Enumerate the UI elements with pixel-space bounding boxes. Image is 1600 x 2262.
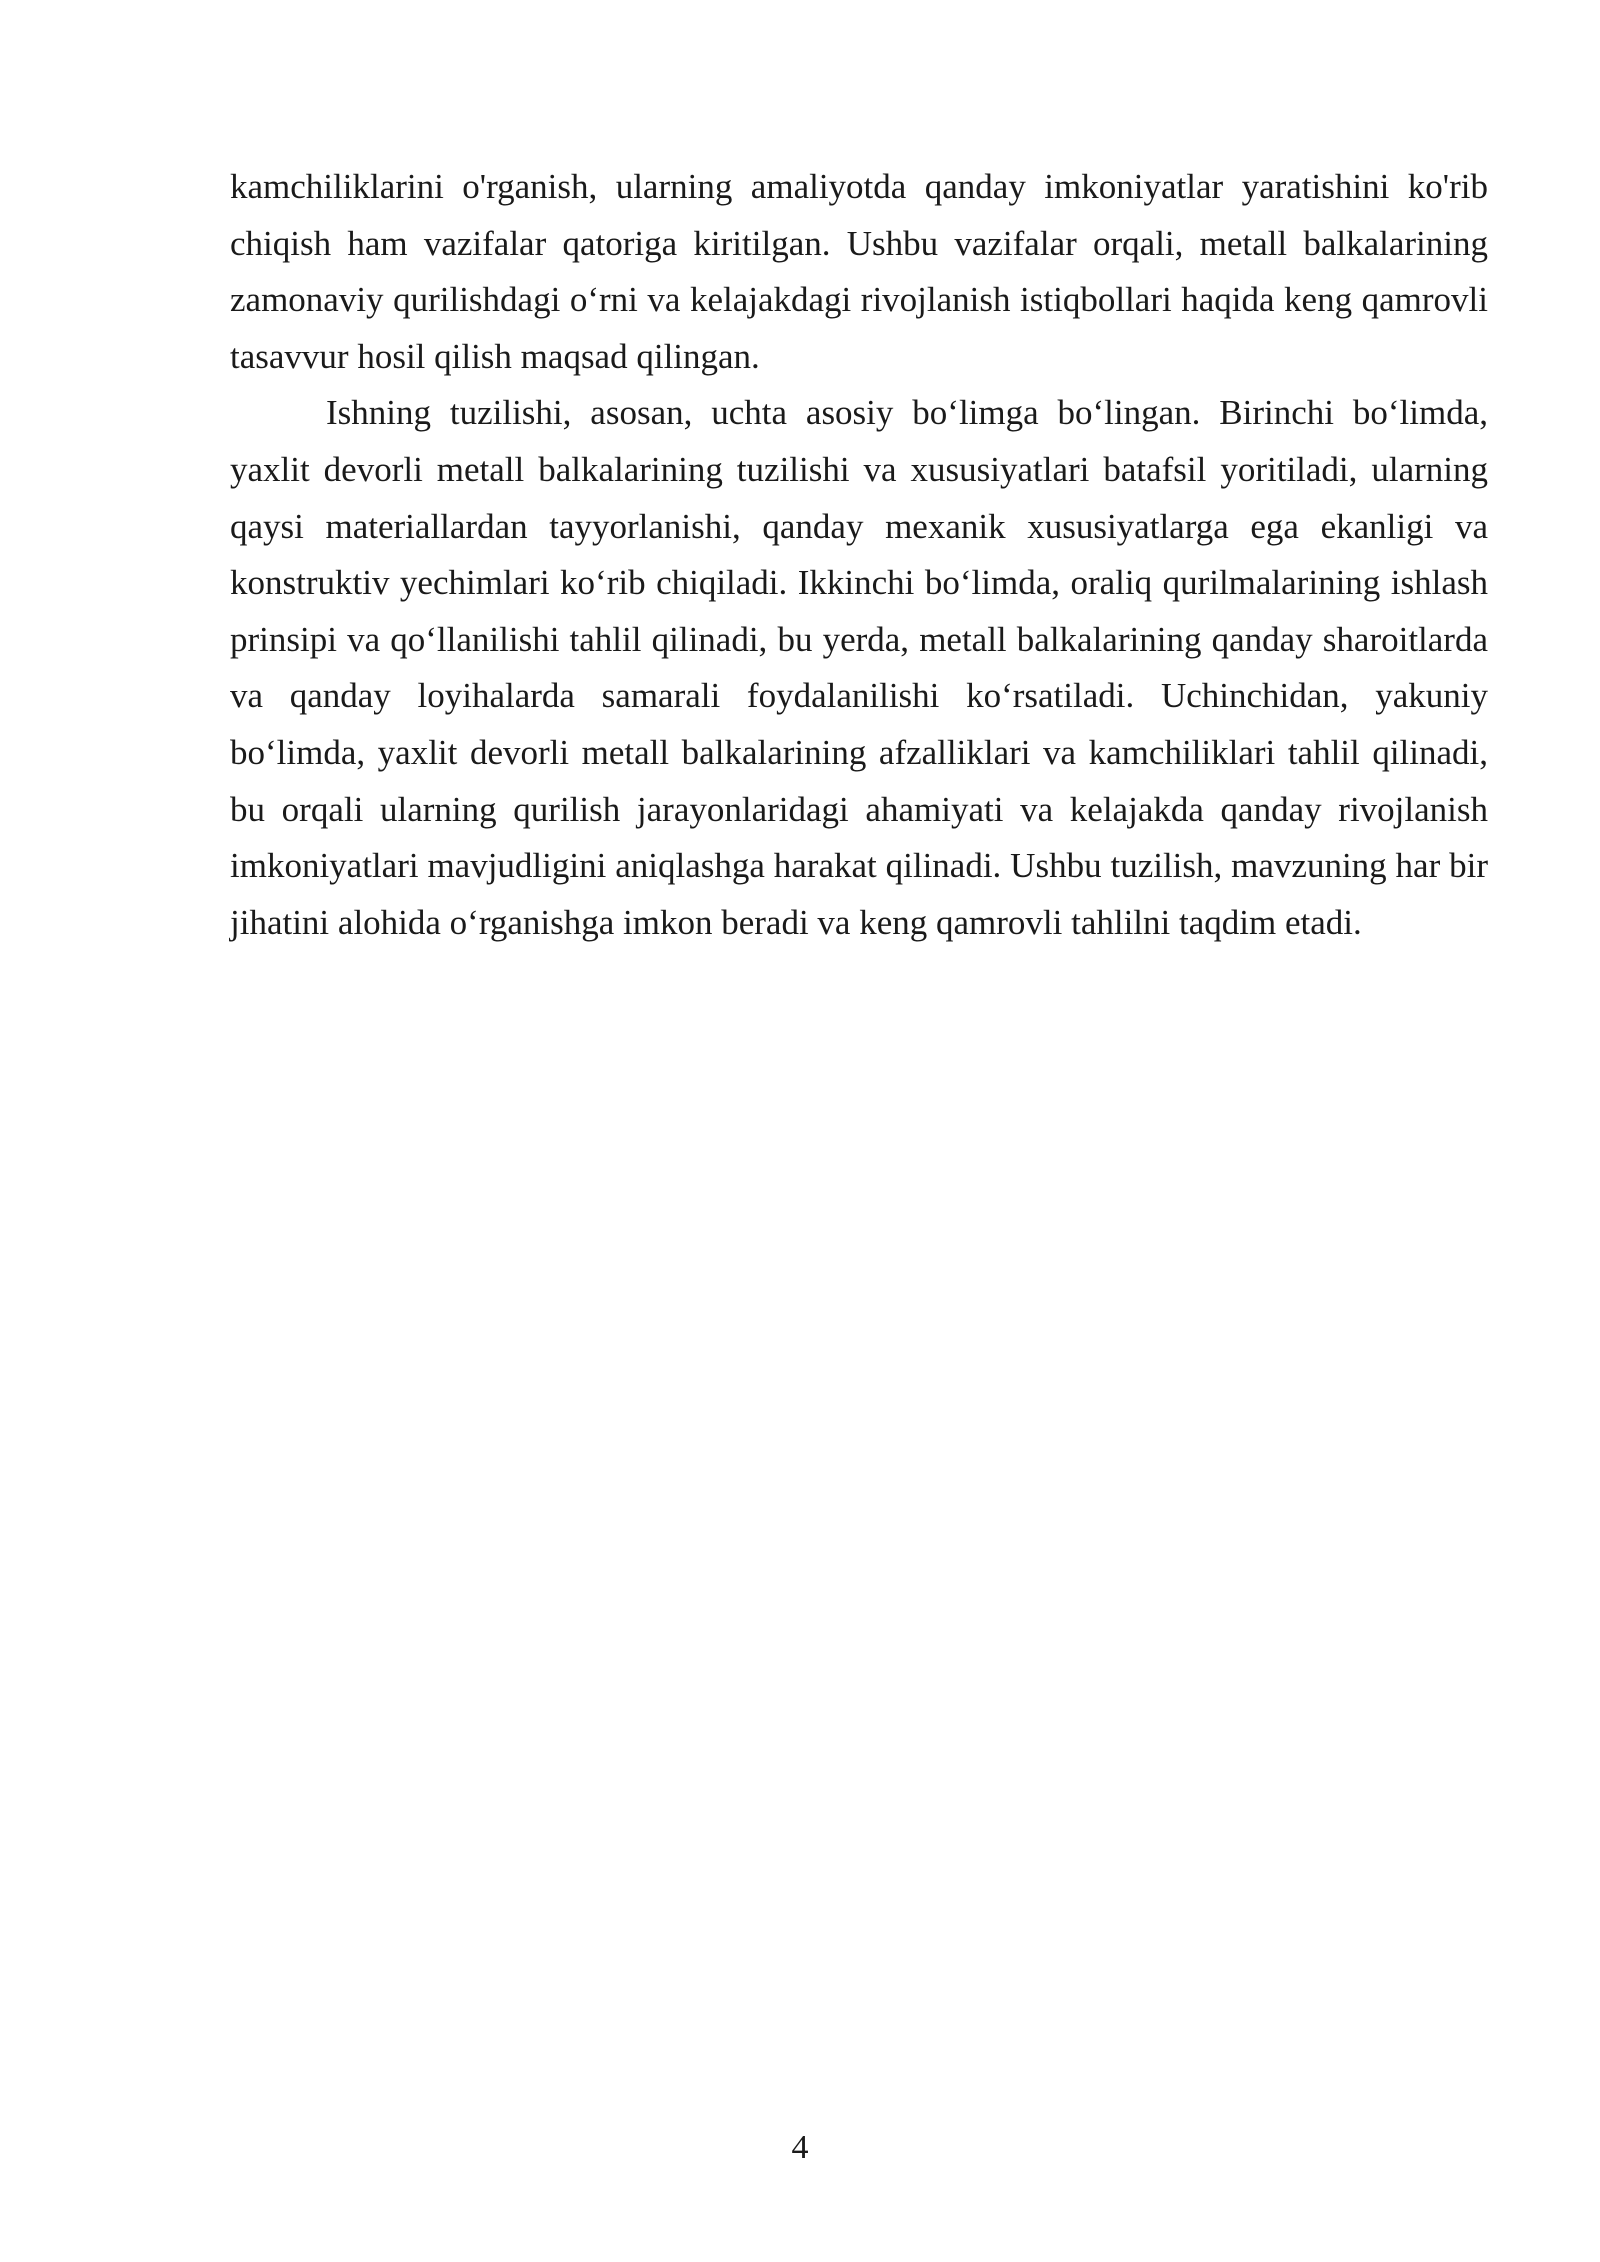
body-paragraph: Ishning tuzilishi, asosan, uchta asosiy bo‘limga bo‘lingan. Birinchi bo‘limda, yaxlit devorli metall balkalarining tuzilishi va xususiyatlari batafsil yoritiladi, ularning qaysi materiallardan tayyorlanishi, qanday mexanik xususiyatlarga ega ekanligi va konstruktiv yechimlari ko‘rib chiqiladi. Ikkinchi bo‘limda, oraliq qurilmalarining ishlash prinsipi va qo‘llanilishi tahlil qilinadi, bu yerda, metall balkalarining qanday sharoitlarda va qanday loyihalarda samarali foydalanilishi ko‘rsatiladi. Uchinchidan, yakuniy bo‘limda, yaxlit devorli metall balkalarining afzalliklari va kamchiliklari tahlil qilinadi, bu orqali ularning qurilish jarayonlaridagi ahamiyati va kelajakda qanday rivojlanish imkoniyatlari mavjudligini aniqlashga harakat qilinadi. Ushbu tuzilish, mavzuning har bir jihatini alohida o‘rganishga imkon beradi va keng qamrovli tahlilni taqdim etadi.: [230, 393, 1488, 942]
body-paragraph: kamchiliklarini o'rganish, ularning amaliyotda qanday imkoniyatlar yaratishini ko'rib chiqish ham vazifalar qatoriga kiritilgan. Ushbu vazifalar orqali, metall balkalarining zamonaviy qurilishdagi o‘rni va kelajakdagi rivojlanish istiqbollari haqida keng qamrovli tasavvur hosil qilish maqsad qilingan.: [230, 167, 1488, 376]
page-body: [230, 159, 1488, 951]
page-number: 4: [791, 2129, 809, 2166]
